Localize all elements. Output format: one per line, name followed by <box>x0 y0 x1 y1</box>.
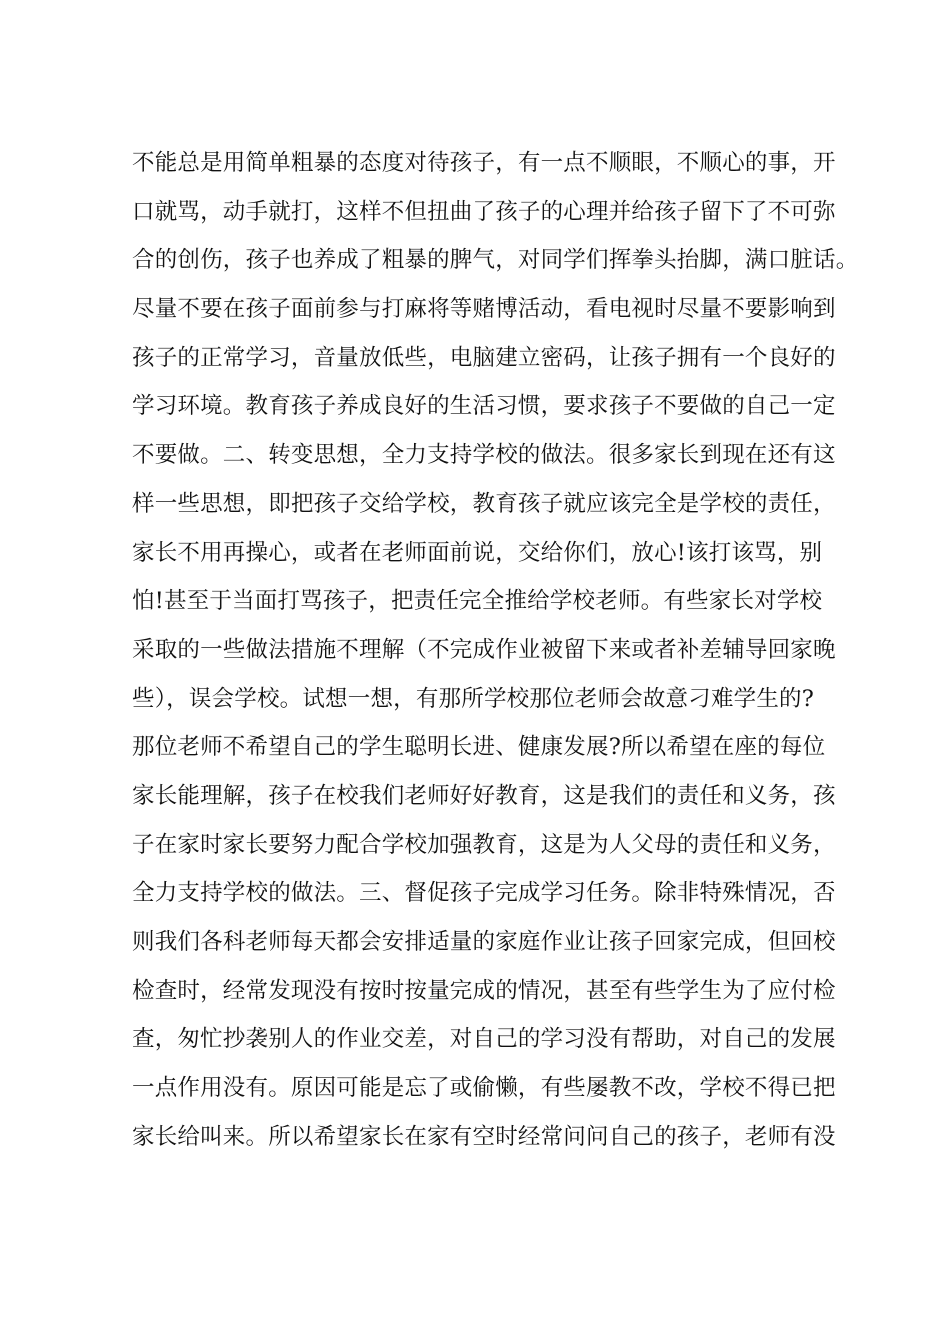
text-line: 不能总是用简单粗暴的态度对待孩子，有一点不顺眼，不顺心的事，开 <box>132 150 836 176</box>
text-line: 检查时，经常发现没有按时按量完成的情况，甚至有些学生为了应付检 <box>132 977 836 1004</box>
body-text <box>132 139 859 1161</box>
text-line: 查，匆忙抄袭别人的作业交差，对自己的学习没有帮助，对自己的发展 <box>132 1026 836 1053</box>
text-line: 则我们各科老师每天都会安排适量的家庭作业让孩子回家完成，但回校 <box>132 929 836 955</box>
text-line: 那位老师不希望自己的学生聪明长进、健康发展?所以希望在座的每位 <box>132 734 826 761</box>
text-line: 不要做。二、转变思想，全力支持学校的做法。很多家长到现在还有这 <box>132 442 836 469</box>
text-line: 怕!甚至于当面打骂孩子，把责任完全推给学校老师。有些家长对学校 <box>132 588 823 615</box>
text-line: 学习环境。教育孩子养成良好的生活习惯，要求孩子不要做的自己一定 <box>132 393 836 420</box>
text-line: 一点作用没有。原因可能是忘了或偷懒，有些屡教不改，学校不得已把 <box>132 1075 836 1102</box>
text-line: 采取的一些做法措施不理解（不完成作业被留下来或者补差辅导回家晚 <box>132 636 836 663</box>
text-line: 样一些思想，即把孩子交给学校，教育孩子就应该完全是学校的责任， <box>132 490 836 517</box>
text-line: 全力支持学校的做法。三、督促孩子完成学习任务。除非特殊情况，否 <box>132 880 836 907</box>
text-line: 些），误会学校。试想一想，有那所学校那位老师会故意刁难学生的? <box>132 685 815 712</box>
text-line: 子在家时家长要努力配合学校加强教育，这是为人父母的责任和义务， <box>132 831 836 858</box>
text-line: 口就骂，动手就打，这样不但扭曲了孩子的心理并给孩子留下了不可弥 <box>132 198 836 225</box>
text-line: 孩子的正常学习，音量放低些，电脑建立密码，让孩子拥有一个良好的 <box>132 344 836 371</box>
text-line: 尽量不要在孩子面前参与打麻将等赌博活动，看电视时尽量不要影响到 <box>132 296 836 323</box>
text-line: 合的创伤，孩子也养成了粗暴的脾气，对同学们挥拳头抬脚，满口脏话。 <box>132 247 859 274</box>
text-line: 家长不用再操心，或者在老师面前说，交给你们，放心!该打该骂，别 <box>132 539 823 566</box>
text-line: 家长给叫来。所以希望家长在家有空时经常问问自己的孩子，老师有没 <box>132 1123 836 1150</box>
text-line: 家长能理解，孩子在校我们老师好好教育，这是我们的责任和义务，孩 <box>132 782 836 809</box>
